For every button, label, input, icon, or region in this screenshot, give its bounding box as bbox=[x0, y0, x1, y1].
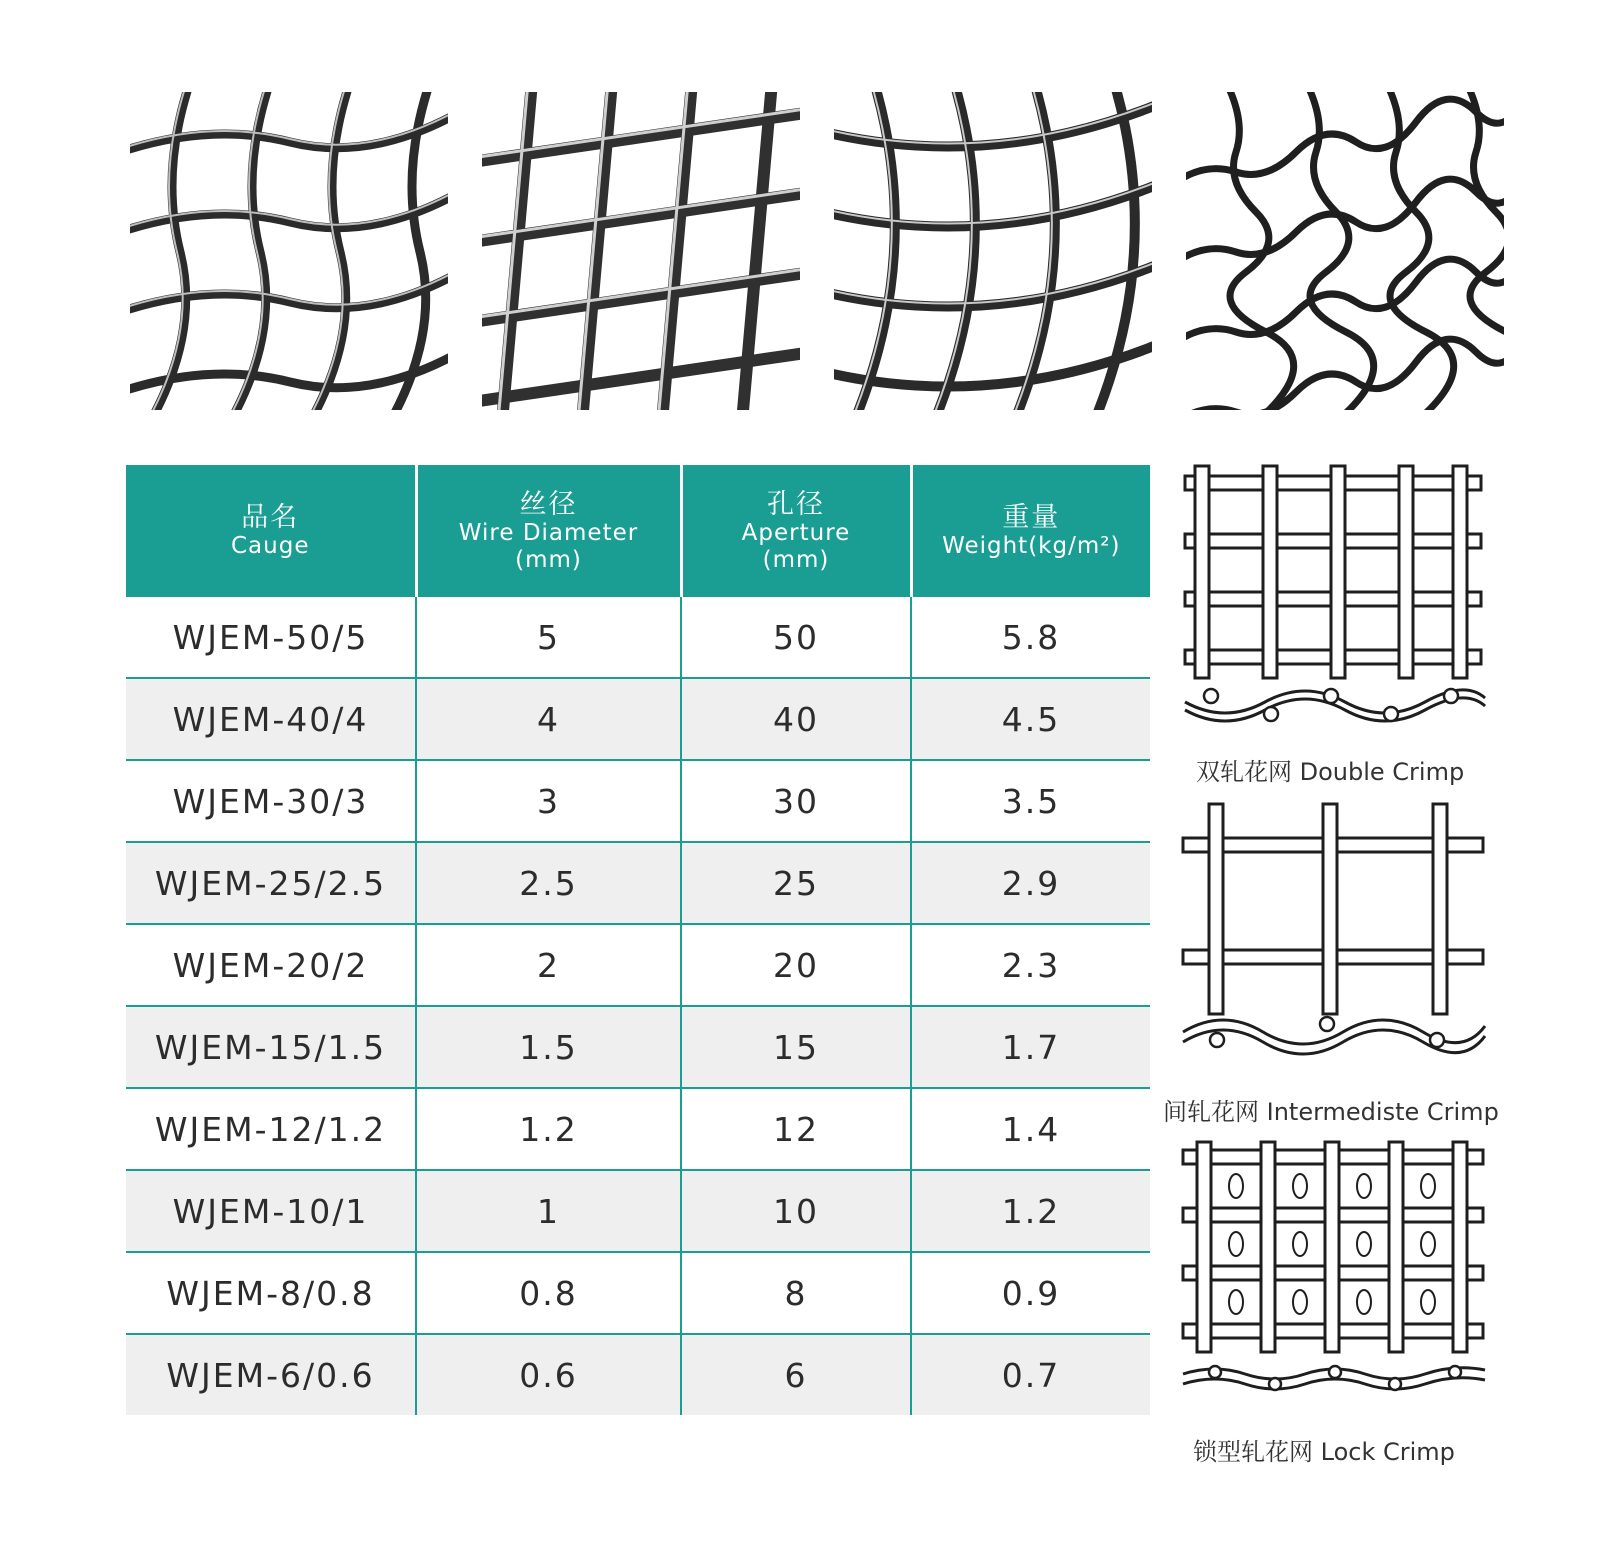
header-weight bbox=[911, 465, 1150, 597]
table-row bbox=[126, 1006, 1150, 1088]
header-aperture-unit: (mm) bbox=[762, 546, 830, 573]
cell-gauge: WJEM-20/2 bbox=[126, 924, 416, 1006]
header-aperture-zh: 孔径 bbox=[767, 489, 825, 521]
cell-weight: 4.5 bbox=[911, 678, 1150, 760]
spec-table bbox=[126, 465, 1150, 1415]
cell-weight: 0.7 bbox=[911, 1334, 1150, 1415]
cell-gauge: WJEM-50/5 bbox=[172, 617, 369, 657]
table-row bbox=[126, 842, 1150, 924]
header-aperture-en: Aperture bbox=[741, 520, 851, 547]
lock-crimp-caption: 锁型轧花网 Lock Crimp bbox=[1193, 1438, 1455, 1466]
lock-crimp-diagram bbox=[1175, 1138, 1495, 1418]
cell-gauge: WJEM-15/1.5 bbox=[126, 1006, 416, 1088]
table-row bbox=[126, 760, 1150, 842]
cell-wire-diameter: 1.5 bbox=[416, 1006, 681, 1088]
cell-gauge: WJEM-12/1.2 bbox=[126, 1088, 416, 1170]
cell-weight: 0.9 bbox=[911, 1252, 1150, 1334]
cell-aperture: 40 bbox=[681, 678, 911, 760]
cell-aperture: 15 bbox=[681, 1006, 911, 1088]
cell-aperture: 25 bbox=[681, 842, 911, 924]
cell-gauge: WJEM-30/3 bbox=[126, 760, 416, 842]
woven-mesh-photo-4 bbox=[1186, 92, 1504, 410]
cell-wire-diameter: 5 bbox=[416, 597, 681, 678]
cell-weight: 1.4 bbox=[911, 1088, 1150, 1170]
table-row bbox=[126, 1088, 1150, 1170]
cell-weight: 2.3 bbox=[911, 924, 1150, 1006]
mesh-photo-3-icon bbox=[834, 92, 1152, 410]
cell-gauge: WJEM-8/0.8 bbox=[126, 1252, 416, 1334]
header-gauge-zh: 品名 bbox=[241, 502, 300, 534]
header-aperture bbox=[681, 465, 911, 597]
mesh-photo-4-icon bbox=[1186, 92, 1504, 410]
woven-mesh-photo-3 bbox=[834, 92, 1152, 410]
cell-aperture: 30 bbox=[681, 760, 911, 842]
mesh-photo-2-icon bbox=[482, 92, 800, 410]
header-wire-diameter-zh: 丝径 bbox=[519, 489, 578, 521]
header-gauge bbox=[126, 465, 416, 597]
table-row bbox=[126, 597, 1150, 678]
cell-wire-diameter: 4 bbox=[416, 678, 681, 760]
cell-gauge: WJEM-25/2.5 bbox=[126, 842, 416, 924]
mesh-photo-1-icon bbox=[130, 92, 448, 410]
intermediate-crimp-diagram bbox=[1175, 800, 1495, 1080]
double-crimp-icon bbox=[1175, 462, 1495, 742]
table-row bbox=[126, 1170, 1150, 1252]
cell-weight: 1.7 bbox=[911, 1006, 1150, 1088]
lock-crimp-icon bbox=[1175, 1138, 1495, 1418]
cell-gauge: WJEM-40/4 bbox=[126, 678, 416, 760]
table-row bbox=[126, 678, 1150, 760]
cell-aperture: 8 bbox=[681, 1252, 911, 1334]
cell-wire-diameter: 3 bbox=[416, 760, 681, 842]
cell-weight: 3.5 bbox=[911, 760, 1150, 842]
cell-aperture: 6 bbox=[681, 1334, 911, 1415]
cell-wire-diameter: 0.8 bbox=[416, 1252, 681, 1334]
intermediate-crimp-caption: 间轧花网 Intermediste Crimp bbox=[1163, 1098, 1499, 1126]
cell-gauge: WJEM-6/0.6 bbox=[126, 1334, 416, 1415]
header-weight-zh: 重量 bbox=[1002, 502, 1061, 534]
cell-wire-diameter: 0.6 bbox=[416, 1334, 681, 1415]
header-wire-diameter-unit: (mm) bbox=[515, 546, 582, 573]
cell-weight: 2.9 bbox=[911, 842, 1150, 924]
header-wire-diameter bbox=[416, 465, 681, 597]
double-crimp-caption: 双轧花网 Double Crimp bbox=[1196, 758, 1465, 786]
intermediate-crimp-icon bbox=[1175, 800, 1495, 1080]
header-wire-diameter-en: Wire Diameter bbox=[458, 520, 639, 547]
header-gauge-en: Cauge bbox=[231, 533, 310, 560]
header-weight-en: Weight(kg/m²) bbox=[942, 533, 1121, 560]
woven-mesh-photo-2 bbox=[482, 92, 800, 410]
cell-aperture: 50 bbox=[681, 597, 911, 678]
cell-wire-diameter: 2.5 bbox=[416, 842, 681, 924]
spec-table-header-row bbox=[126, 465, 1150, 597]
cell-wire-diameter: 1.2 bbox=[416, 1088, 681, 1170]
table-row bbox=[126, 924, 1150, 1006]
cell-weight: 5.8 bbox=[911, 597, 1150, 678]
cell-wire-diameter: 2 bbox=[416, 924, 681, 1006]
table-row bbox=[126, 1252, 1150, 1334]
double-crimp-diagram bbox=[1175, 462, 1495, 742]
table-row bbox=[126, 1334, 1150, 1415]
cell-gauge: WJEM-10/1 bbox=[126, 1170, 416, 1252]
cell-wire-diameter: 1 bbox=[416, 1170, 681, 1252]
cell-aperture: 10 bbox=[681, 1170, 911, 1252]
cell-aperture: 20 bbox=[681, 924, 911, 1006]
cell-aperture: 12 bbox=[681, 1088, 911, 1170]
woven-mesh-photo-1 bbox=[130, 92, 448, 410]
cell-weight: 1.2 bbox=[911, 1170, 1150, 1252]
